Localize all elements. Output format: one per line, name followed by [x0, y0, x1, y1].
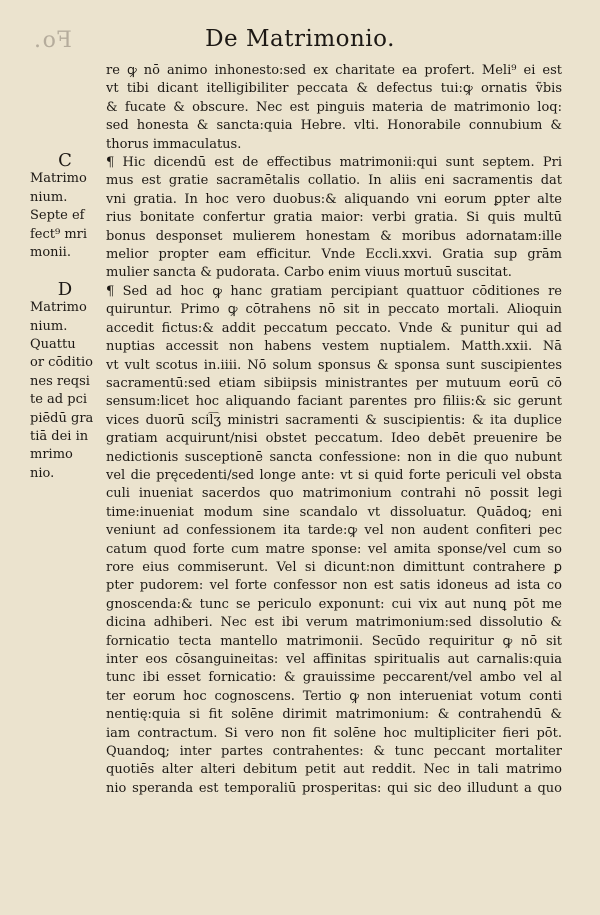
text-line: vni gratia. In hoc vero duobus:& aliquando vni eorum ꝑpter alte: [106, 191, 562, 207]
text-line: sensum:licet hoc aliquando faciant parentes pro filiis:& sic gerunt: [106, 394, 562, 410]
text-line: sed honesta & sancta:quia Hebre. vlti. Honorabile connubium &: [106, 118, 562, 134]
marginal-note-line: fect⁹ mri: [30, 226, 88, 242]
text-line: inter eos cōsanguineitas: vel affinitas spiritualis aut carnalis:quia: [106, 652, 562, 667]
marginal-note-line: Quattu: [30, 337, 76, 353]
text-line: nentię:quia si fit solēne dirimit matrimonium: & contrahendū &: [106, 707, 562, 723]
marginal-note-line: mrimo: [30, 447, 73, 463]
text-line: bonus desponset mulierem honestam & moribus adornatam:ille: [106, 228, 562, 244]
text-line: ¶ Sed ad hoc ꝙ hanc gratiam percipiant quattuor cōditiones re: [106, 283, 562, 299]
section-letter-c: C: [58, 150, 72, 171]
marginal-note-line: te ad pci: [30, 392, 88, 408]
text-line: iam contractum. Si vero non fit solēne hoc multipliciter fieri pōt.: [106, 725, 562, 741]
text-line: quotiēs alter alteri debitum petit aut reddit. Nec in tali matrimo: [106, 762, 562, 778]
marginal-note-line: piēdū gra: [30, 410, 94, 426]
marginal-note-line: Matrimo: [30, 171, 87, 187]
text-line: mulier sancta & pudorata. Carbo enim viuus mortuū suscitat.: [106, 265, 512, 281]
text-line: rore eius commiserunt. Vel si dicunt:non dimittunt contrahere ꝑ: [106, 559, 562, 575]
marginal-note-line: Septe ef: [30, 208, 85, 224]
text-line: catum quod forte cum matre sponse: vel amita sponse/vel cum so: [106, 541, 562, 557]
text-line: quiruntur. Primo ꝙ cōtrahens nō sit in peccato mortali. Alioquin: [106, 302, 562, 318]
text-line: tunc ibi esset fornicatio: & grauissime peccarent/vel ambo vel al: [106, 670, 562, 686]
text-line: nuptias accessit non habens vestem nuptialem. Matth.xxii. Nā: [106, 339, 562, 355]
text-line: fornicatio tecta mantello matrimonii. Secūdo requiritur ꝙ nō sit: [106, 633, 562, 649]
running-head: De Matrimonio.: [205, 26, 395, 52]
text-line: gnoscenda:& tunc se periculo exponunt: cui vix aut nunꝗ pōt me: [106, 596, 562, 612]
text-line: melior propter eam efficitur. Vnde Eccli.xxvi. Gratia sup grām: [106, 247, 562, 263]
marginal-note-line: Matrimo: [30, 300, 87, 316]
text-line: re ꝙ nō animo inhonesto:sed ex charitate ea profert. Meli⁹ ei est: [106, 63, 562, 78]
text-line: nedictionis susceptionē sancta confessione: non in die quo nubunt: [106, 449, 562, 465]
text-line: vt vult scotus in.iiii. Nō solum sponsus & sponsa sunt suscipientes: [106, 357, 562, 373]
section-letter-d: D: [57, 278, 73, 300]
text-line: ¶ Hic dicendū est de effectibus matrimonii:qui sunt septem. Pri: [106, 155, 562, 171]
text-line: vices duorū scil͡ʒ ministri sacramenti & suscipientis: & ita duplice: [106, 412, 562, 428]
folio-number: Fo.: [32, 28, 72, 53]
marginal-note-line: or cōditio: [30, 355, 93, 371]
marginal-note-line: nium.: [30, 318, 68, 334]
marginal-note-line: monii.: [30, 245, 71, 261]
text-line: & fucate & obscure. Nec est pinguis materia de matrimonio loq:: [106, 99, 562, 115]
text-line: accedit fictus:& addit peccatum peccato. Vnde & punitur qui ad: [106, 320, 562, 336]
text-line: gratiam acquirunt/nisi obstet peccatum. Ideo debēt preuenire be: [106, 431, 562, 447]
text-line: vel die pręcedenti/sed longe ante: vt si quid forte periculi vel obsta: [106, 467, 562, 483]
marginal-note-line: nium.: [30, 189, 68, 205]
text-line: dicina adhiberi. Nec est ibi verum matrimonium:sed dissolutio &: [106, 615, 562, 631]
text-line: veniunt ad confessionem ita tarde:ꝙ vel non audent confiteri pec: [106, 523, 562, 539]
text-line: pter pudorem: vel forte confessor non est satis idoneus ad ista co: [106, 578, 562, 594]
marginal-note-line: tiā dei in: [30, 429, 89, 445]
text-line: mus est gratie sacramētalis collatio. In aliis eni sacramentis dat̄: [106, 173, 562, 189]
text-line: ter eorum hoc cognoscens. Tertio ꝙ non interueniat votum conti: [106, 688, 562, 704]
text-line: thorus immaculatus.: [106, 136, 242, 152]
marginal-notes: [30, 152, 100, 483]
marginal-note-line: nio.: [30, 465, 55, 481]
text-line: nio speranda est temporaliū prosperitas: qui sic deo illudunt a quo: [106, 780, 562, 796]
marginal-note-line: nes reqsi: [30, 373, 90, 389]
text-line: sacramentū:sed etiam sibiipsis ministrantes per mutuum eorū cō: [106, 375, 562, 391]
text-line: time:inueniat modum sine scandalo vt dissoluatur. Quādoꝗ; eni: [106, 504, 562, 520]
text-line: culi inueniat sacerdos quo matrimonium contrahi nō possit legi: [106, 486, 562, 502]
main-text-block: [106, 62, 562, 798]
text-line: vt tibi dicant̄ itelligibiliter peccata & defectus tui:ꝙ ornatis ṽbis: [106, 81, 562, 97]
text-line: Quandoꝗ; inter partes contrahentes: & tunc peccant mortaliter: [106, 744, 562, 760]
text-line: rius bonitate confertur gratia maior: verbi gratia. Si quis multū: [106, 210, 562, 226]
